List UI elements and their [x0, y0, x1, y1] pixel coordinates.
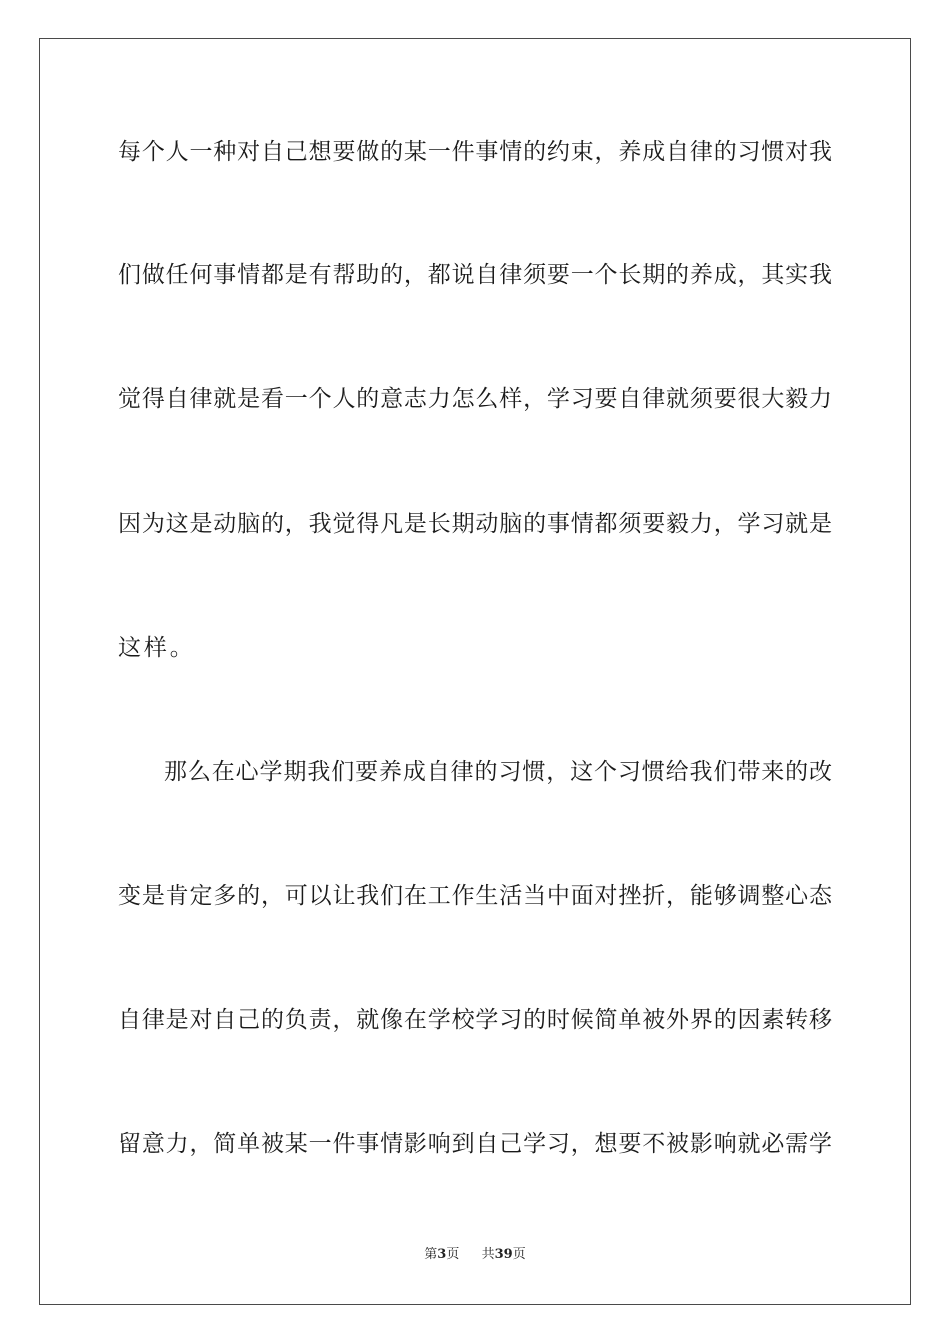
total-pages-number: 39	[494, 1247, 513, 1262]
page-border	[39, 38, 911, 1305]
text-line-5: 这样。	[118, 635, 196, 661]
paragraph-start-line: 那么在心学期我们要养成自律的习惯，这个习惯给我们带来的改	[164, 759, 832, 785]
page-indicator: 第3页	[424, 1247, 460, 1262]
page-footer	[0, 1246, 950, 1264]
current-page-number: 3	[437, 1247, 447, 1262]
text-line-4: 因为这是动脑的，我觉得凡是长期动脑的事情都须要毅力，学习就是	[118, 511, 832, 537]
text-line-2: 们做任何事情都是有帮助的，都说自律须要一个长期的养成，其实我	[118, 262, 832, 288]
text-line-3: 觉得自律就是看一个人的意志力怎么样，学习要自律就须要很大毅力	[118, 386, 832, 412]
total-pages-indicator: 共39页	[481, 1247, 526, 1262]
text-line-8: 自律是对自己的负责，就像在学校学习的时候简单被外界的因素转移	[118, 1007, 832, 1033]
text-line-7: 变是肯定多的，可以让我们在工作生活当中面对挫折，能够调整心态	[118, 883, 832, 909]
text-line-1: 每个人一种对自己想要做的某一件事情的约束，养成自律的习惯对我	[118, 139, 832, 165]
text-line-9: 留意力，简单被某一件事情影响到自己学习，想要不被影响就必需学	[118, 1131, 832, 1157]
